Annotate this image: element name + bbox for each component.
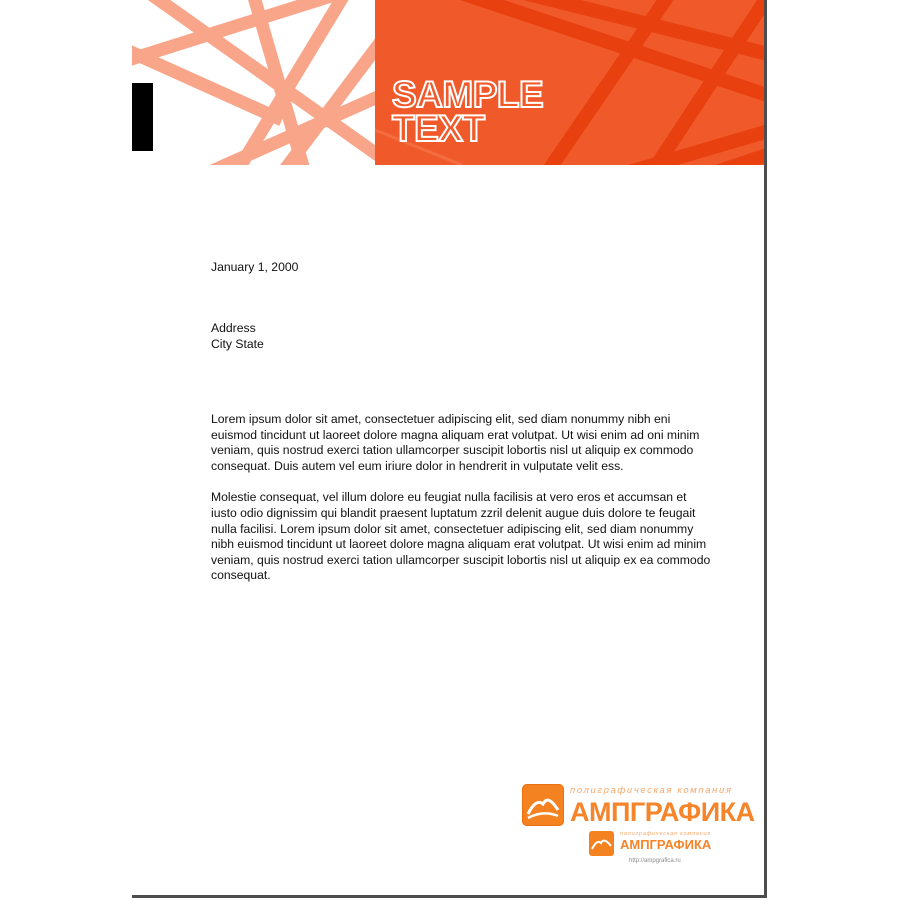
- watermark-tagline: полиграфическая компания: [570, 785, 733, 796]
- address-line2: City State: [211, 336, 264, 351]
- body-paragraph-2: Molestie consequat, vel illum dolore eu feugiat nulla facilisis at vero eros et accumsan et iusto odio dignissim qui blandit praesent luptatum zzril delenit augue duis dolore te feugait nulla facilisi. Lorem ipsum dolor sit amet, consectetuer adipiscing elit, sed diam nonummy nibh euismod tincidunt ut laoreet dolore magna aliquam erat volutpat. Ut wisi enim ad minim veniam, quis nostrud exerci tation ullamcorper suscipit lobortis nisl ut aliquip ex ea commodo consequat.: [211, 490, 711, 583]
- letter-address: [211, 321, 264, 352]
- watermark-logo-large: [522, 784, 772, 828]
- watermark-small-tagline: полиграфическая компания: [620, 831, 712, 837]
- letter-date: January 1, 2000: [211, 260, 299, 274]
- page-edge-bottom: [132, 895, 767, 898]
- logo-mark-icon: [522, 784, 564, 826]
- watermark-small-brand: АМПГРАФИКА: [620, 837, 712, 852]
- logo-mark-small-icon: [589, 831, 614, 856]
- letter-body: [211, 412, 711, 600]
- address-line1: Address: [211, 321, 256, 335]
- watermark-brand: АМПГРАФИКА: [570, 797, 755, 827]
- page-edge-right: [764, 0, 767, 898]
- watermark-logo-small: [589, 831, 739, 871]
- header-title-line1: SAMPLE: [392, 74, 544, 115]
- watermark-url: http://ampgrafica.ru: [629, 858, 681, 864]
- body-paragraph-1: Lorem ipsum dolor sit amet, consectetuer adipiscing elit, sed diam nonummy nibh eni euismod tincidunt ut laoreet dolore magna aliquam erat volutpat. Ut wisi enim ad oni minim veniam, quis nostrud exerci tation ullamcorper suscipit lobortis nisl ut aliquip ex commodo consequat. Duis autem vel eum iriure dolor in hendrerit in vulputate velit ess.: [211, 412, 700, 473]
- header-title: [392, 74, 544, 149]
- header-title-line2: TEXT: [392, 108, 485, 149]
- left-black-bar: [132, 83, 153, 151]
